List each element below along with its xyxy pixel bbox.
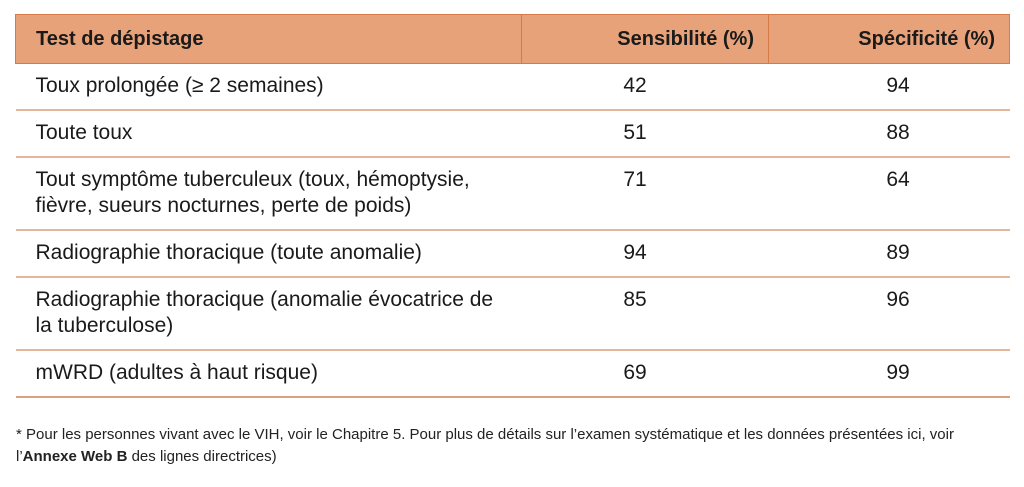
header-sensitivity: Sensibilité (%) [522,15,769,64]
cell-sensitivity: 69 [522,350,769,397]
cell-sensitivity: 42 [522,64,769,111]
cell-sensitivity: 51 [522,110,769,157]
cell-specificity: 96 [769,277,1010,350]
cell-test: mWRD (adultes à haut risque) [16,350,522,397]
header-test: Test de dépistage [16,15,522,64]
table-row [16,277,1010,350]
footnote-text-end: des lignes directrices) [127,448,277,465]
table-row [16,230,1010,277]
cell-specificity: 99 [769,350,1010,397]
table-row [16,64,1010,111]
cell-specificity: 64 [769,157,1010,230]
cell-specificity: 88 [769,110,1010,157]
screening-table-container [15,14,1009,398]
table-body [16,64,1010,398]
table-row [16,350,1010,397]
cell-sensitivity: 94 [522,230,769,277]
cell-test: Toux prolongée (≥ 2 semaines) [16,64,522,111]
footnote-text: * Pour les personnes vivant avec le VIH, voir le Chapitre 5. Pour plus de détails sur l’examen systématique et les données présentées ici, voir l’ [16,426,954,465]
header-row [16,15,1010,64]
annex-reference: Annexe Web B [22,448,128,465]
cell-test: Radiographie thoracique (anomalie évocatrice de la tuberculose) [16,277,522,350]
footnote [16,424,1011,468]
table-row [16,110,1010,157]
cell-specificity: 94 [769,64,1010,111]
table-row [16,157,1010,230]
cell-specificity: 89 [769,230,1010,277]
cell-sensitivity: 85 [522,277,769,350]
cell-sensitivity: 71 [522,157,769,230]
header-specificity: Spécificité (%) [769,15,1010,64]
cell-test: Tout symptôme tuberculeux (toux, hémoptysie, fièvre, sueurs nocturnes, perte de poids) [16,157,522,230]
cell-test: Toute toux [16,110,522,157]
screening-table [15,14,1010,398]
table-header [16,15,1010,64]
cell-test: Radiographie thoracique (toute anomalie) [16,230,522,277]
